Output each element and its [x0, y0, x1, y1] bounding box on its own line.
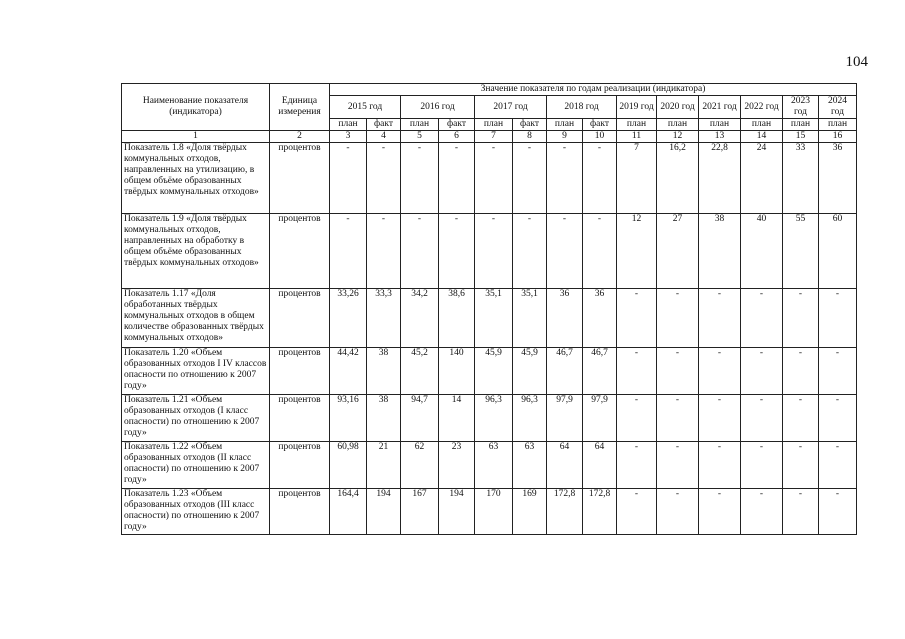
- year-header: 2024 год: [819, 96, 857, 119]
- value-cell: 63: [513, 442, 547, 489]
- table-row: [122, 143, 857, 214]
- indicator-name: Показатель 1.23 «Объем образованных отходов (III класс опасности) по отношению к 2007 году»: [122, 489, 270, 535]
- value-cell: 60,98: [330, 442, 367, 489]
- plan-header: план: [783, 119, 819, 131]
- table-row: [122, 395, 857, 442]
- indicator-name: Показатель 1.9 «Доля твёрдых коммунальных отходов, направленных на обработку в общем объёме образованных твёрдых коммунальных отходов»: [122, 214, 270, 289]
- indicator-unit: процентов: [270, 214, 330, 289]
- indicator-name: Показатель 1.20 «Объем образованных отходов I IV классов опасности по отношению к 2007 году»: [122, 348, 270, 395]
- column-number: 15: [783, 131, 819, 143]
- value-cell: 64: [583, 442, 617, 489]
- value-cell: 33: [783, 143, 819, 214]
- unit-column-header: Единица измерения: [270, 84, 330, 131]
- value-cell: 97,9: [547, 395, 583, 442]
- value-cell: -: [657, 442, 699, 489]
- plan-header: план: [699, 119, 741, 131]
- indicator-unit: процентов: [270, 143, 330, 214]
- column-number: 3: [330, 131, 367, 143]
- value-cell: 46,7: [583, 348, 617, 395]
- value-cell: -: [367, 143, 401, 214]
- value-cell: -: [475, 214, 513, 289]
- plan-header: план: [401, 119, 439, 131]
- value-cell: -: [783, 289, 819, 348]
- table-row: [122, 348, 857, 395]
- year-header: 2023 год: [783, 96, 819, 119]
- value-cell: -: [401, 214, 439, 289]
- value-cell: 164,4: [330, 489, 367, 535]
- year-header: 2020 год: [657, 96, 699, 119]
- value-cell: 16,2: [657, 143, 699, 214]
- year-header: 2016 год: [401, 96, 475, 119]
- plan-header: план: [330, 119, 367, 131]
- value-cell: 140: [439, 348, 475, 395]
- value-cell: 38: [367, 395, 401, 442]
- value-cell: -: [439, 214, 475, 289]
- value-cell: -: [699, 489, 741, 535]
- value-cell: -: [401, 143, 439, 214]
- value-cell: 33,3: [367, 289, 401, 348]
- value-cell: 44,42: [330, 348, 367, 395]
- column-number: 4: [367, 131, 401, 143]
- table-row: [122, 442, 857, 489]
- column-number: 6: [439, 131, 475, 143]
- plan-header: план: [547, 119, 583, 131]
- value-cell: -: [699, 395, 741, 442]
- value-cell: -: [783, 348, 819, 395]
- value-cell: 34,2: [401, 289, 439, 348]
- value-cell: -: [783, 395, 819, 442]
- indicator-name: Показатель 1.17 «Доля обработанных твёрдых коммунальных отходов в общем количестве образованных твёрдых коммунальных отходов»: [122, 289, 270, 348]
- indicator-unit: процентов: [270, 442, 330, 489]
- year-header: 2018 год: [547, 96, 617, 119]
- value-cell: -: [741, 348, 783, 395]
- value-cell: 170: [475, 489, 513, 535]
- name-column-header: Наименование показателя (индикатора): [122, 84, 270, 131]
- value-cell: 169: [513, 489, 547, 535]
- value-cell: -: [741, 289, 783, 348]
- value-cell: 96,3: [513, 395, 547, 442]
- value-cell: 36: [547, 289, 583, 348]
- page-number: 104: [845, 54, 868, 70]
- value-cell: -: [741, 442, 783, 489]
- value-cell: -: [819, 442, 857, 489]
- value-cell: 22,8: [699, 143, 741, 214]
- column-number: 1: [122, 131, 270, 143]
- value-cell: -: [617, 289, 657, 348]
- value-cell: -: [547, 143, 583, 214]
- column-number: 8: [513, 131, 547, 143]
- value-cell: -: [330, 143, 367, 214]
- value-cell: 97,9: [583, 395, 617, 442]
- value-cell: -: [513, 214, 547, 289]
- value-cell: 172,8: [547, 489, 583, 535]
- year-header: 2019 год: [617, 96, 657, 119]
- indicator-table: [121, 83, 857, 535]
- value-cell: 38: [699, 214, 741, 289]
- value-cell: -: [699, 348, 741, 395]
- value-cell: -: [547, 214, 583, 289]
- column-number: 13: [699, 131, 741, 143]
- value-cell: 38,6: [439, 289, 475, 348]
- value-cell: -: [617, 395, 657, 442]
- column-number: 5: [401, 131, 439, 143]
- value-cell: -: [475, 143, 513, 214]
- indicator-name: Показатель 1.22 «Объем образованных отходов (II класс опасности) по отношению к 2007 году»: [122, 442, 270, 489]
- value-cell: 194: [439, 489, 475, 535]
- value-cell: -: [699, 442, 741, 489]
- plan-header: план: [741, 119, 783, 131]
- value-cell: -: [657, 348, 699, 395]
- indicator-unit: процентов: [270, 395, 330, 442]
- value-cell: 60: [819, 214, 857, 289]
- value-cell: 46,7: [547, 348, 583, 395]
- year-header: 2021 год: [699, 96, 741, 119]
- indicator-name: Показатель 1.21 «Объем образованных отходов (I класс опасности) по отношению к 2007 году»: [122, 395, 270, 442]
- column-number: 9: [547, 131, 583, 143]
- value-cell: 21: [367, 442, 401, 489]
- column-number: 2: [270, 131, 330, 143]
- value-cell: 7: [617, 143, 657, 214]
- table-row: [122, 289, 857, 348]
- value-cell: -: [783, 442, 819, 489]
- value-cell: 55: [783, 214, 819, 289]
- value-cell: -: [699, 289, 741, 348]
- value-cell: 172,8: [583, 489, 617, 535]
- plan-header: план: [475, 119, 513, 131]
- value-cell: 12: [617, 214, 657, 289]
- value-cell: 36: [583, 289, 617, 348]
- value-cell: -: [741, 395, 783, 442]
- value-cell: -: [583, 214, 617, 289]
- value-cell: 36: [819, 143, 857, 214]
- plan-header: план: [819, 119, 857, 131]
- value-cell: -: [367, 214, 401, 289]
- value-cell: -: [657, 489, 699, 535]
- value-cell: -: [657, 395, 699, 442]
- fact-header: факт: [367, 119, 401, 131]
- value-cell: -: [819, 395, 857, 442]
- value-cell: 35,1: [513, 289, 547, 348]
- value-cell: 64: [547, 442, 583, 489]
- value-cell: -: [583, 143, 617, 214]
- indicator-unit: процентов: [270, 489, 330, 535]
- indicator-name: Показатель 1.8 «Доля твёрдых коммунальных отходов, направленных на утилизацию, в общем объёме образованных твёрдых коммунальных отходов»: [122, 143, 270, 214]
- value-cell: -: [617, 348, 657, 395]
- indicator-unit: процентов: [270, 348, 330, 395]
- value-cell: 27: [657, 214, 699, 289]
- column-number: 14: [741, 131, 783, 143]
- table-row: [122, 489, 857, 535]
- fact-header: факт: [439, 119, 475, 131]
- value-cell: 40: [741, 214, 783, 289]
- indicator-unit: процентов: [270, 289, 330, 348]
- value-cell: -: [617, 442, 657, 489]
- column-number: 7: [475, 131, 513, 143]
- value-cell: 35,1: [475, 289, 513, 348]
- value-cell: -: [741, 489, 783, 535]
- value-cell: 63: [475, 442, 513, 489]
- value-cell: -: [513, 143, 547, 214]
- value-cell: -: [783, 489, 819, 535]
- value-cell: 45,9: [475, 348, 513, 395]
- column-number: 16: [819, 131, 857, 143]
- value-cell: -: [819, 289, 857, 348]
- value-cell: 167: [401, 489, 439, 535]
- value-cell: -: [330, 214, 367, 289]
- column-number-row: [122, 131, 857, 143]
- value-cell: 94,7: [401, 395, 439, 442]
- values-title: Значение показателя по годам реализации (индикатора): [330, 84, 857, 96]
- plan-header: план: [617, 119, 657, 131]
- year-header: 2015 год: [330, 96, 401, 119]
- value-cell: -: [439, 143, 475, 214]
- value-cell: 24: [741, 143, 783, 214]
- value-cell: 23: [439, 442, 475, 489]
- value-cell: 194: [367, 489, 401, 535]
- value-cell: 62: [401, 442, 439, 489]
- column-number: 12: [657, 131, 699, 143]
- value-cell: 38: [367, 348, 401, 395]
- fact-header: факт: [513, 119, 547, 131]
- value-cell: -: [819, 348, 857, 395]
- value-cell: 45,9: [513, 348, 547, 395]
- year-header: 2022 год: [741, 96, 783, 119]
- value-cell: 96,3: [475, 395, 513, 442]
- plan-header: план: [657, 119, 699, 131]
- value-cell: -: [819, 489, 857, 535]
- year-header: 2017 год: [475, 96, 547, 119]
- value-cell: 93,16: [330, 395, 367, 442]
- column-number: 10: [583, 131, 617, 143]
- column-number: 11: [617, 131, 657, 143]
- table-row: [122, 214, 857, 289]
- value-cell: -: [657, 289, 699, 348]
- fact-header: факт: [583, 119, 617, 131]
- value-cell: 14: [439, 395, 475, 442]
- value-cell: 33,26: [330, 289, 367, 348]
- value-cell: -: [617, 489, 657, 535]
- value-cell: 45,2: [401, 348, 439, 395]
